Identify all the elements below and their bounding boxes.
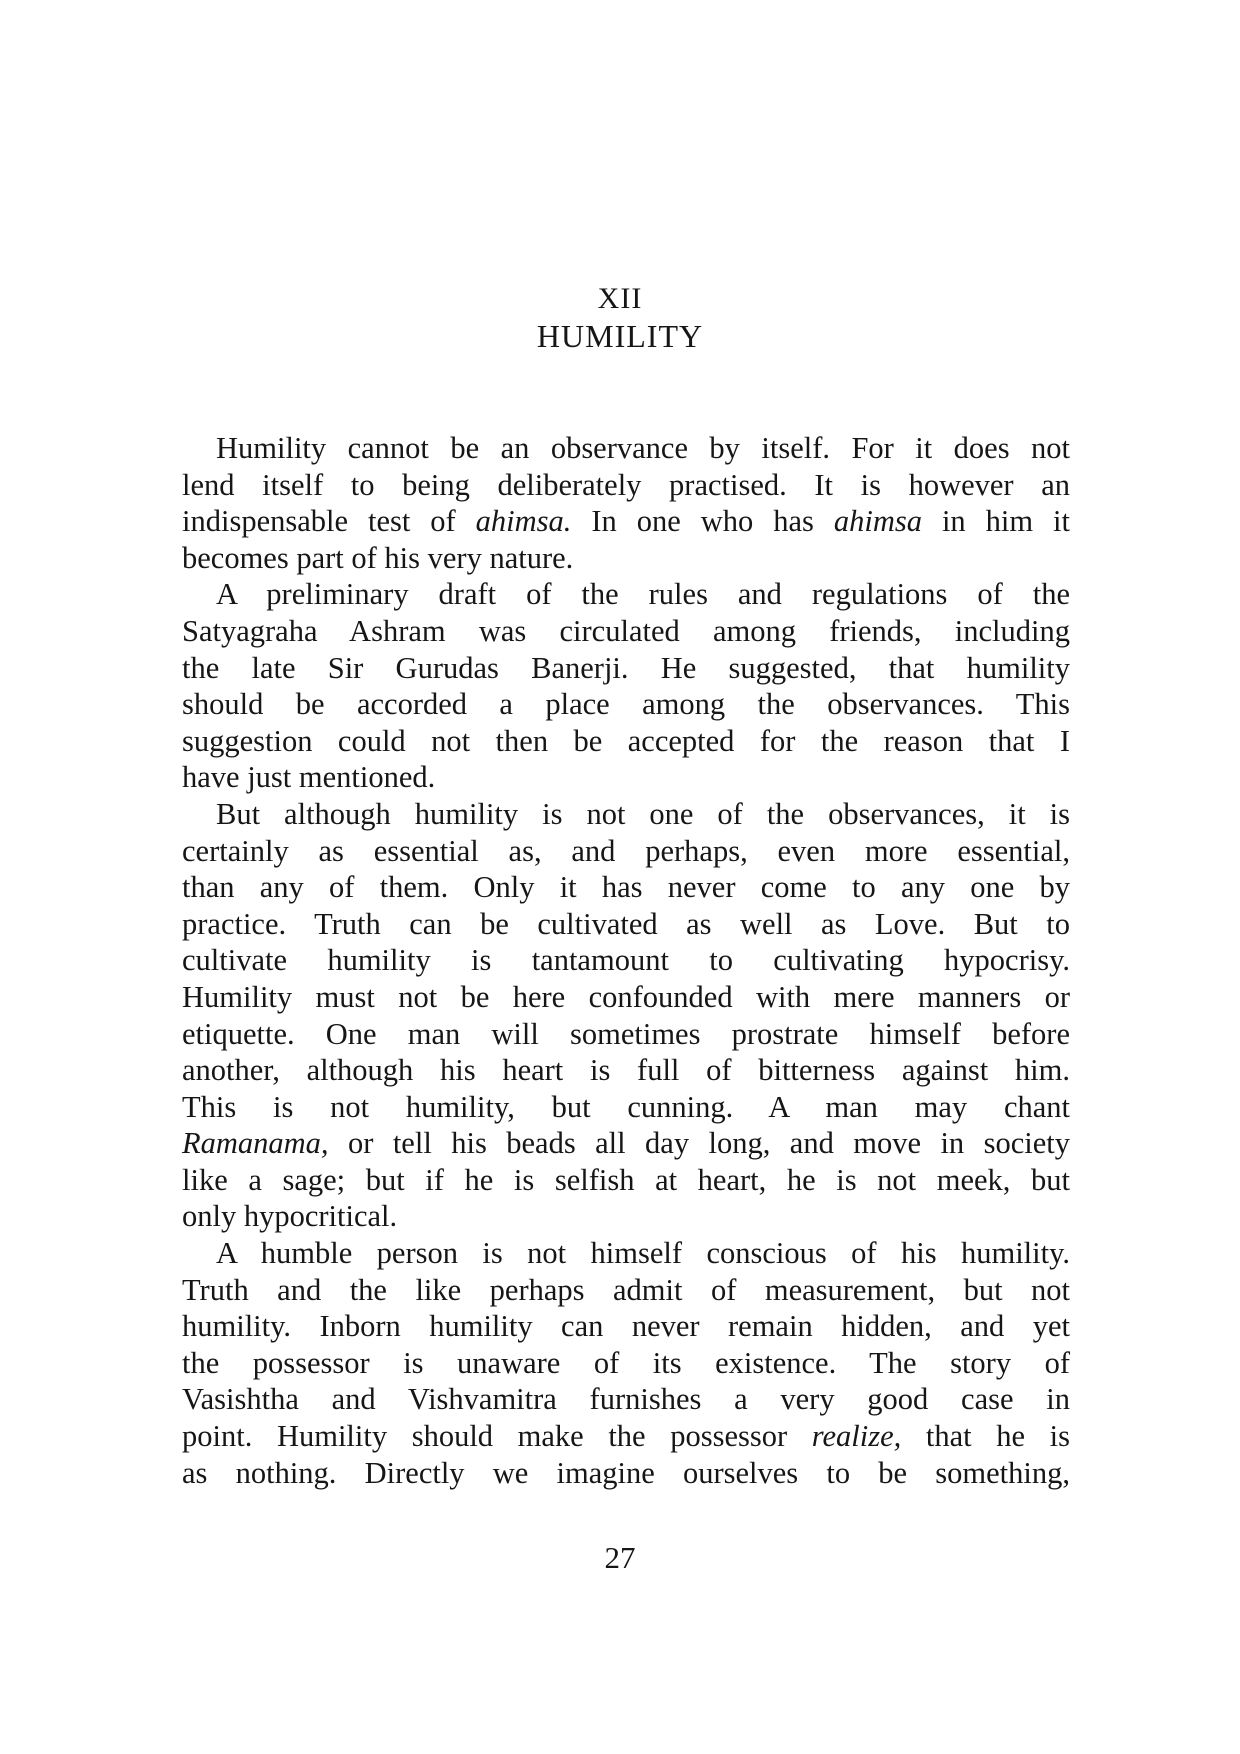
text-line: point. Humility should make the possessor realize, that he is (182, 1419, 1071, 1454)
text-line: the late Sir Gurudas Banerji. He suggested, that humility (182, 650, 1070, 685)
italic-term: realize, (811, 1419, 902, 1454)
chapter-body (182, 430, 1070, 1491)
chapter-number: XII (597, 282, 643, 315)
text-line: practice. Truth can be cultivated as well as Love. But to (182, 906, 1070, 941)
text-line: Humility cannot be an observance by itself. For it does not (216, 431, 1070, 465)
text-line: Satyagraha Ashram was circulated among friends, including (182, 613, 1070, 648)
text-line: cultivate humility is tantamount to cultivating hypocrisy. (182, 943, 1070, 978)
text-line: another, although his heart is full of bitterness against him. (182, 1053, 1070, 1088)
page-number: 27 (604, 1540, 636, 1575)
text-line: only hypocritical. (182, 1199, 398, 1234)
text-line: Humility must not be here confounded with mere manners or (182, 979, 1070, 1014)
text-line: have just mentioned. (182, 760, 436, 795)
text-line: Truth and the like perhaps admit of measurement, but not (182, 1272, 1070, 1307)
text-line: Ramanama, or tell his beads all day long, and move in society (182, 1126, 1070, 1161)
text-line: A preliminary draft of the rules and regulations of the (216, 577, 1070, 612)
paragraph (182, 430, 1070, 576)
text-line: as nothing. Directly we imagine ourselves to be something, (182, 1455, 1070, 1490)
paragraph (182, 1235, 1070, 1491)
text-line: should be accorded a place among the observances. This (182, 687, 1070, 722)
text-line: humility. Inborn humility can never remain hidden, and yet (182, 1309, 1070, 1344)
text-line: A humble person is not himself conscious of his humility. (216, 1236, 1070, 1271)
text-line: lend itself to being deliberately practised. It is however an (182, 467, 1070, 502)
text-line: the possessor is unaware of its existence. The story of (182, 1345, 1070, 1380)
italic-term: ahimsa (833, 504, 922, 539)
text-line: This is not humility, but cunning. A man may chant (182, 1089, 1070, 1124)
paragraph (182, 796, 1070, 1235)
italic-term: Ramanama, (182, 1126, 329, 1161)
text-line: etiquette. One man will sometimes prostrate himself before (182, 1016, 1070, 1051)
text-line: becomes part of his very nature. (182, 540, 574, 575)
text-line: certainly as essential as, and perhaps, even more essential, (182, 833, 1070, 868)
chapter-title: HUMILITY (536, 318, 704, 354)
text-line: indispensable test of ahimsa. In one who has ahimsa in him it (182, 504, 1070, 539)
text-line: than any of them. Only it has never come to any one by (182, 870, 1070, 905)
text-line: like a sage; but if he is selfish at heart, he is not meek, but (182, 1162, 1070, 1197)
text-line: Vasishtha and Vishvamitra furnishes a very good case in (182, 1382, 1070, 1417)
italic-term: ahimsa. (475, 504, 572, 539)
text-line: suggestion could not then be accepted for the reason that I (182, 723, 1070, 758)
text-line: But although humility is not one of the observances, it is (216, 796, 1070, 831)
paragraph (182, 576, 1070, 796)
